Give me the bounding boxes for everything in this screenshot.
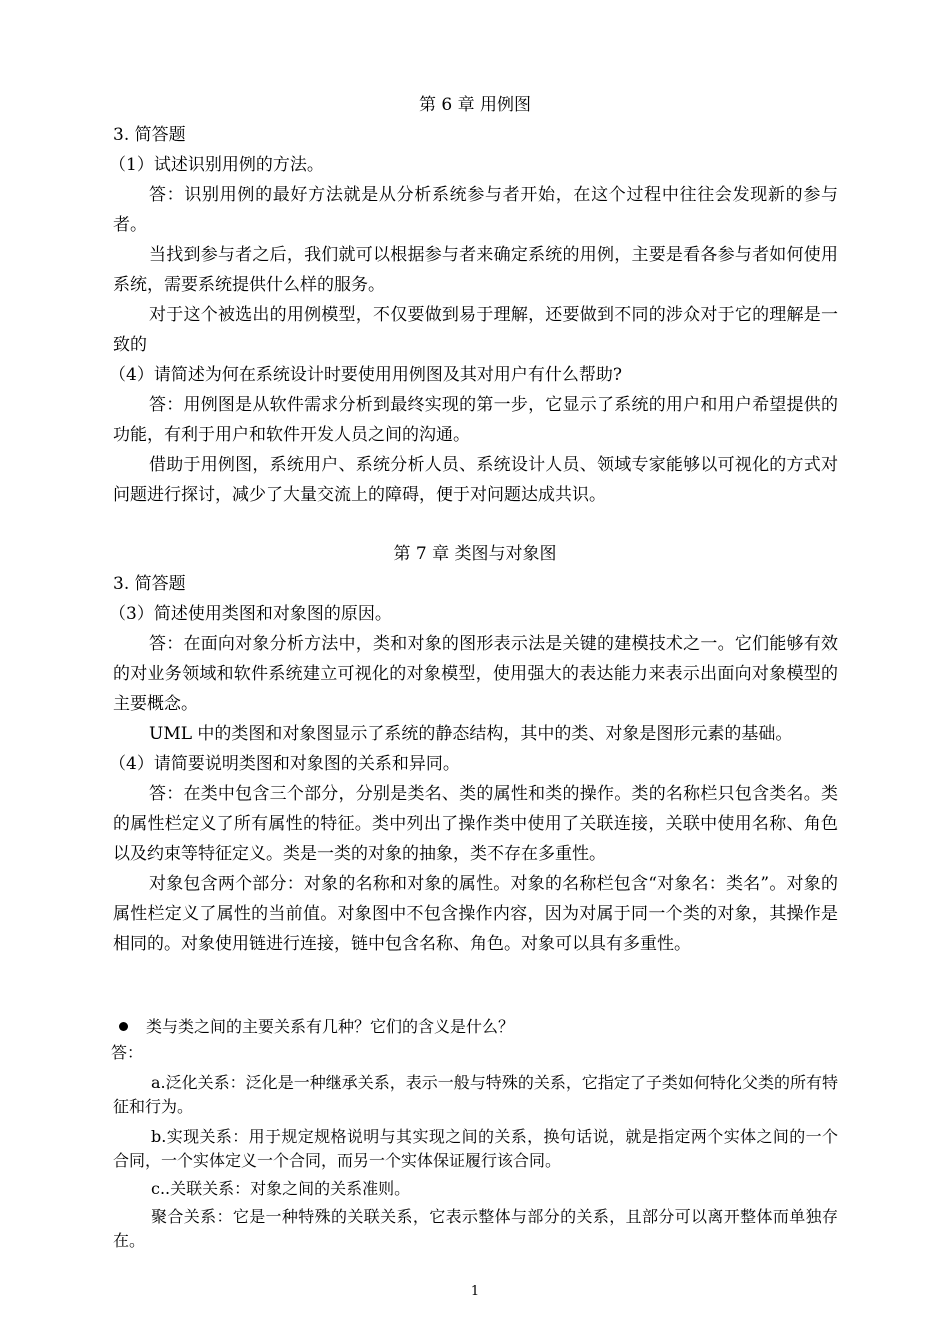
bullet-icon (119, 1022, 128, 1031)
question-4: （4）请简述为何在系统设计时要使用用例图及其对用户有什么帮助? (109, 365, 622, 385)
relation-generalization: a.泛化关系：泛化是一种继承关系，表示一般与特殊的关系，它指定了子类如何特化父类的所有特征和行为。 (113, 1073, 838, 1116)
relation-association: c..关联关系：对象之间的关系准则。 (151, 1179, 411, 1198)
question-3: （3）简述使用类图和对象图的原因。 (109, 604, 392, 624)
answer-3-paragraph-2: UML 中的类图和对象图显示了系统的静态结构，其中的类、对象是图形元素的基础。 (149, 724, 793, 744)
chapter-6-body (109, 120, 838, 510)
section-heading: 3. 简答题 (113, 574, 186, 594)
relations-section (113, 1013, 838, 1253)
answer-1-paragraph-1: 答：识别用例的最好方法就是从分析系统参与者开始，在这个过程中往往会发现新的参与者。 (113, 185, 838, 235)
answer-1-paragraph-2: 当找到参与者之后，我们就可以根据参与者来确定系统的用例，主要是看各参与者如何使用系统，需要系统提供什么样的服务。 (113, 245, 838, 295)
section-heading: 3. 简答题 (113, 125, 186, 145)
answer-3-paragraph-1: 答：在面向对象分析方法中，类和对象的图形表示法是关键的建模技术之一。它们能够有效的对业务领域和软件系统建立可视化的对象模型，使用强大的表达能力来表示出面向对象模型的主要概念。 (113, 634, 838, 714)
question-4: （4）请简要说明类图和对象图的关系和异同。 (109, 754, 460, 774)
relation-realization: b.实现关系：用于规定规格说明与其实现之间的关系，换句话说，就是指定两个实体之间的一个合同，一个实体定义一个合同，而另一个实体保证履行该合同。 (113, 1127, 838, 1170)
answer-4-paragraph-1: 答：用例图是从软件需求分析到最终实现的第一步，它显示了系统的用户和用户希望提供的功能，有利于用户和软件开发人员之间的沟通。 (113, 395, 838, 445)
bullet-question (113, 1013, 838, 1041)
answer-4-paragraph-2: 对象包含两个部分：对象的名称和对象的属性。对象的名称栏包含“对象名：类名”。对象的属性栏定义了属性的当前值。对象图中不包含操作内容，因为对属于同一个类的对象，其操作是相同的。对象使用链进行连接，链中包含名称、角色。对象可以具有多重性。 (113, 874, 838, 954)
answer-label: 答： (111, 1043, 144, 1062)
chapter-7-title: 第 7 章 类图与对象图 (393, 544, 557, 564)
answer-4-paragraph-1: 答：在类中包含三个部分，分别是类名、类的属性和类的操作。类的名称栏只包含类名。类的属性栏定义了所有属性的特征。类中列出了操作类中使用了关联连接，关联中使用名称、角色以及约束等特征定义。类是一类的对象的抽象，类不存在多重性。 (113, 784, 838, 864)
question-1: （1）试述识别用例的方法。 (109, 155, 324, 175)
answer-4-paragraph-2: 借助于用例图，系统用户、系统分析人员、系统设计人员、领域专家能够以可视化的方式对问题进行探讨，减少了大量交流上的障碍，便于对问题达成共识。 (113, 455, 838, 505)
chapter-6-title: 第 6 章 用例图 (418, 95, 532, 115)
bullet-question-text: 类与类之间的主要关系有几种？它们的含义是什么？ (146, 1017, 515, 1036)
page-number: 1 (470, 1284, 480, 1299)
chapter-7-body (109, 569, 838, 959)
relation-aggregation: 聚合关系：它是一种特殊的关联关系，它表示整体与部分的关系，且部分可以离开整体而单独存在。 (113, 1207, 838, 1250)
answer-1-paragraph-3: 对于这个被选出的用例模型，不仅要做到易于理解，还要做到不同的涉众对于它的理解是一致的 (113, 305, 838, 355)
